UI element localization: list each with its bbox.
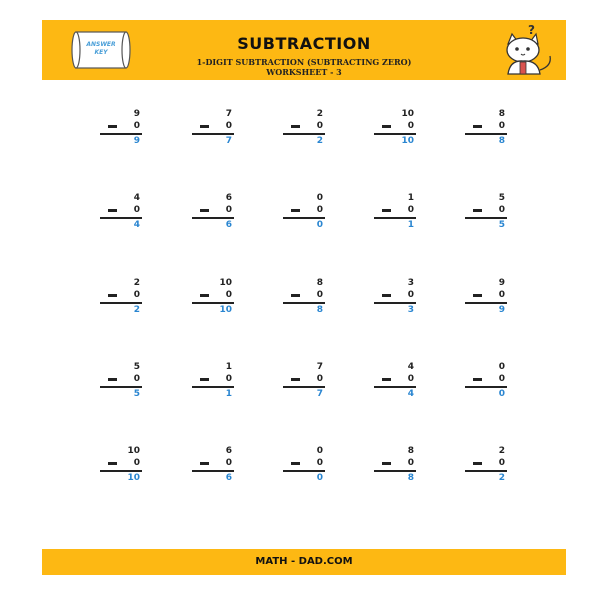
subtrahend: 0 (316, 374, 323, 384)
subtrahend: 0 (407, 121, 414, 131)
answer: 0 (498, 389, 505, 399)
subtrahend: 0 (316, 290, 323, 300)
subtrahend: 0 (407, 290, 414, 300)
subtrahend: 0 (316, 458, 323, 468)
subtrahend: 0 (133, 374, 140, 384)
answer: 6 (225, 220, 232, 230)
minuend: 8 (498, 109, 505, 119)
subtraction-problem (281, 109, 341, 149)
footer-site: MATH - DAD.COM (255, 556, 353, 567)
answer-line (465, 302, 507, 304)
answer-line (100, 386, 142, 388)
subtrahend: 0 (407, 205, 414, 215)
subtrahend: 0 (498, 121, 505, 131)
minuend: 2 (133, 278, 140, 288)
subtraction-problem (98, 109, 158, 149)
answer: 4 (407, 389, 414, 399)
minuend: 8 (316, 278, 323, 288)
subtrahend: 0 (225, 290, 232, 300)
subtrahend: 0 (225, 374, 232, 384)
minuend: 2 (316, 109, 323, 119)
minuend: 0 (316, 446, 323, 456)
answer: 6 (225, 473, 232, 483)
subtitle-line2: WORKSHEET - 3 (266, 67, 342, 77)
answer: 10 (219, 305, 232, 315)
subtrahend: 0 (316, 205, 323, 215)
cat-thinking-icon (494, 22, 560, 80)
subtraction-problem (190, 193, 250, 233)
answer-line (192, 302, 234, 304)
subtrahend: 0 (133, 290, 140, 300)
answer: 9 (133, 136, 140, 146)
minuend: 10 (127, 446, 140, 456)
answer: 7 (316, 389, 323, 399)
answer-line (192, 133, 234, 135)
subtraction-problem (463, 193, 523, 233)
subtrahend: 0 (133, 121, 140, 131)
footer-banner (42, 549, 566, 575)
minuend: 6 (225, 193, 232, 203)
answer-line (283, 386, 325, 388)
answer-line (283, 217, 325, 219)
answer-line (283, 133, 325, 135)
minuend: 5 (498, 193, 505, 203)
answer-line (100, 302, 142, 304)
subtrahend: 0 (498, 458, 505, 468)
answer-line (100, 217, 142, 219)
minuend: 7 (225, 109, 232, 119)
answer-key-line1: ANSWER (86, 41, 116, 48)
subtrahend: 0 (407, 458, 414, 468)
subtraction-problem (98, 362, 158, 402)
answer: 1 (407, 220, 414, 230)
subtraction-problem (463, 278, 523, 318)
subtitle-line1: 1-DIGIT SUBTRACTION (SUBTRACTING ZERO) (196, 57, 412, 67)
minuend: 4 (407, 362, 414, 372)
answer-line (283, 302, 325, 304)
answer-line (465, 386, 507, 388)
minuend: 1 (407, 193, 414, 203)
answer-line (374, 470, 416, 472)
svg-text:?: ? (528, 23, 535, 37)
answer: 10 (401, 136, 414, 146)
minuend: 10 (219, 278, 232, 288)
subtraction-problem (372, 109, 432, 149)
minuend: 8 (407, 446, 414, 456)
answer-line (100, 470, 142, 472)
answer: 5 (133, 389, 140, 399)
answer: 2 (133, 305, 140, 315)
answer-line (192, 386, 234, 388)
answer: 9 (498, 305, 505, 315)
answer-line (192, 470, 234, 472)
answer: 8 (407, 473, 414, 483)
answer-line (465, 470, 507, 472)
page-title: SUBTRACTION (237, 34, 371, 53)
minuend: 7 (316, 362, 323, 372)
subtraction-problem (281, 278, 341, 318)
subtraction-problem (463, 109, 523, 149)
subtraction-problem (190, 446, 250, 486)
answer: 3 (407, 305, 414, 315)
subtraction-problem (98, 278, 158, 318)
subtraction-problem (281, 446, 341, 486)
header-banner (42, 20, 566, 80)
answer: 4 (133, 220, 140, 230)
minuend: 0 (498, 362, 505, 372)
answer-line (374, 217, 416, 219)
answer-line (374, 302, 416, 304)
answer: 8 (316, 305, 323, 315)
page-subtitle (42, 57, 566, 77)
subtrahend: 0 (498, 290, 505, 300)
subtrahend: 0 (498, 205, 505, 215)
subtraction-problem (281, 362, 341, 402)
subtraction-problem (372, 362, 432, 402)
subtraction-problem (372, 446, 432, 486)
subtrahend: 0 (133, 205, 140, 215)
subtraction-problem (190, 109, 250, 149)
subtraction-problem (463, 362, 523, 402)
subtrahend: 0 (498, 374, 505, 384)
subtrahend: 0 (225, 458, 232, 468)
minuend: 1 (225, 362, 232, 372)
answer: 0 (316, 220, 323, 230)
subtrahend: 0 (133, 458, 140, 468)
minuend: 9 (498, 278, 505, 288)
minuend: 6 (225, 446, 232, 456)
minuend: 5 (133, 362, 140, 372)
answer-key-line2: KEY (94, 49, 108, 56)
answer: 8 (498, 136, 505, 146)
subtrahend: 0 (225, 121, 232, 131)
subtrahend: 0 (316, 121, 323, 131)
subtrahend: 0 (225, 205, 232, 215)
subtraction-problem (463, 446, 523, 486)
answer-line (465, 217, 507, 219)
subtrahend: 0 (407, 374, 414, 384)
answer: 5 (498, 220, 505, 230)
subtraction-problem (281, 193, 341, 233)
answer: 2 (498, 473, 505, 483)
answer-line (374, 133, 416, 135)
minuend: 2 (498, 446, 505, 456)
minuend: 3 (407, 278, 414, 288)
minuend: 10 (401, 109, 414, 119)
answer-line (100, 133, 142, 135)
answer-line (283, 470, 325, 472)
minuend: 4 (133, 193, 140, 203)
minuend: 0 (316, 193, 323, 203)
answer-line (192, 217, 234, 219)
answer-line (374, 386, 416, 388)
answer: 10 (127, 473, 140, 483)
subtraction-problem (98, 193, 158, 233)
answer-line (465, 133, 507, 135)
answer: 0 (316, 473, 323, 483)
subtraction-problem (190, 362, 250, 402)
subtraction-problem (372, 278, 432, 318)
minuend: 9 (133, 109, 140, 119)
answer: 1 (225, 389, 232, 399)
subtraction-problem (372, 193, 432, 233)
answer: 2 (316, 136, 323, 146)
subtraction-problem (190, 278, 250, 318)
subtraction-problem (98, 446, 158, 486)
answer: 7 (225, 136, 232, 146)
